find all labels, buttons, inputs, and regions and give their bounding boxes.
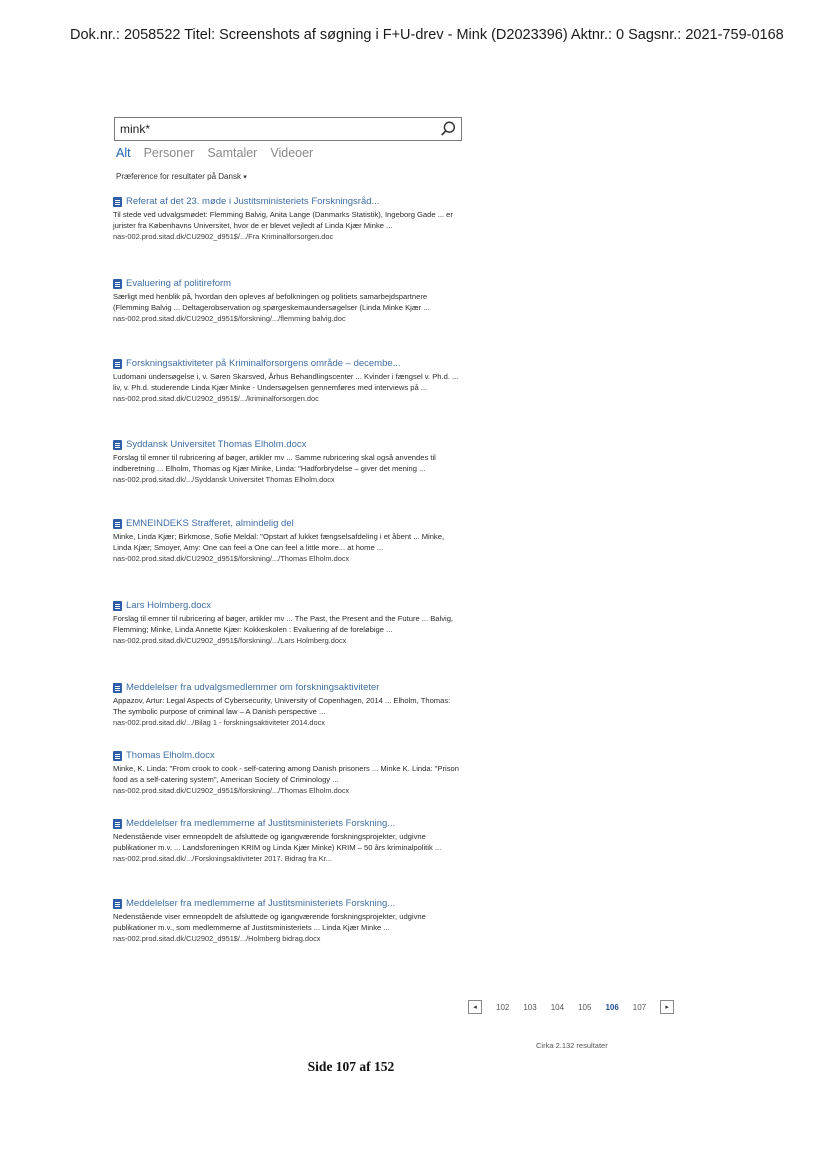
result-title-link[interactable]: Meddelelser fra medlemmerne af Justitsministeriets Forskning... — [126, 818, 396, 829]
tab-people[interactable]: Personer — [143, 146, 195, 160]
word-document-icon — [113, 751, 122, 761]
result-url: nas-002.prod.sitad.dk/CU2902_d951$/forskning/.../Lars Holmberg.docx — [113, 636, 347, 645]
search-result — [113, 682, 463, 728]
search-result — [113, 518, 463, 564]
result-title-link[interactable]: Meddelelser fra udvalgsmedlemmer om forskningsaktiviteter — [126, 682, 380, 693]
result-url: nas-002.prod.sitad.dk/CU2902_d951$/forskning/.../flemming balvig.doc — [113, 314, 346, 323]
search-tabs — [116, 146, 313, 160]
result-snippet: Ludomani undersøgelse i, v. Søren Skarsved, Århus Behandlingscenter ... Kvinder i fængsel v. Ph.d. ... liv, v. Ph.d. studerende Linda Kjær Minke - Undersøgelsen gennemføres med interviews på ... — [113, 372, 459, 392]
result-url: nas-002.prod.sitad.dk/CU2902_d951$/.../Holmberg bidrag.docx — [113, 934, 321, 943]
search-result — [113, 818, 463, 864]
pagination — [468, 1000, 674, 1014]
search-result — [113, 750, 463, 796]
result-title-link[interactable]: Thomas Elholm.docx — [126, 750, 215, 761]
word-document-icon — [113, 683, 122, 693]
page-footer: Side 107 af 152 — [307, 1059, 395, 1074]
result-url: nas-002.prod.sitad.dk/CU2902_d951$/forskning/.../Thomas Elholm.docx — [113, 554, 350, 563]
page-link[interactable]: 107 — [632, 1002, 647, 1012]
result-count: Cirka 2.132 resultater — [536, 1041, 608, 1050]
language-preference-label: Præference for resultater på Dansk — [116, 172, 241, 181]
result-snippet: Minke, K. Linda: "From crook to cook - self-catering among Danish prisoners ... Minke K. Linda: "Prison food as a self-catering system", American Society of Criminology ... — [113, 764, 459, 784]
result-snippet: Minke, Linda Kjær; Birkmose, Sofie Meldal: "Opstart af lukket fængselsafdeling i et åbent ... Minke, Linda Kjær; Smoyer, Amy: One can feel a One can feel a little more... at home ... — [113, 532, 445, 552]
next-page-button[interactable]: ▸ — [660, 1000, 674, 1014]
document-header: Dok.nr.: 2058522 Titel: Screenshots af søgning i F+U-drev - Mink (D2023396) Aktnr.: 0 Sagsnr.: 2021-759-0168 — [70, 27, 784, 43]
search-result — [113, 358, 463, 404]
search-result — [113, 278, 463, 324]
result-snippet: Forslag til emner til rubricering af bøger, artikler mv ... The Past, the Present and the Future ... Balvig, Flemming; Minke, Linda Annette Kjær: Kokkeskolen : Evaluering af de foreløbige ... — [113, 614, 454, 634]
result-title-link[interactable]: Forskningsaktiviteter på Kriminalforsorgens område – decembe... — [126, 358, 401, 369]
result-snippet: Nedenstående viser emneopdelt de afsluttede og igangværende forskningsprojekter, udgivne publikationer m.v., som medlemmerne af Justitsministeriets ... Linda Kjær Minke ... — [113, 912, 426, 932]
search-icon[interactable] — [439, 120, 457, 138]
search-result — [113, 898, 463, 944]
word-document-icon — [113, 819, 122, 829]
result-url: nas-002.prod.sitad.dk/CU2902_d951$/.../Fra Kriminalforsorgen.doc — [113, 232, 334, 241]
word-document-icon — [113, 601, 122, 611]
chevron-down-icon: ▾ — [243, 174, 247, 181]
word-document-icon — [113, 440, 122, 450]
search-result — [113, 600, 463, 646]
result-snippet: Særligt med henblik på, hvordan den opleves af befolkningen og politiets samarbejdspartnere (Flemming Balvig ... Deltagerobservation og spørgeskemaundersøgelser (Linda Minke Kjær ... — [113, 292, 430, 312]
result-snippet: Appazov, Artur: Legal Aspects of Cybersecurity, University of Copenhagen, 2014 ... Elholm, Thomas: The symbolic purpose of criminal law – A Danish perspective ... — [113, 696, 451, 716]
page-link[interactable]: 102 — [496, 1002, 510, 1012]
result-snippet: Nedenstående viser emneopdelt de afsluttede og igangværende forskningsprojekter, udgivne publikationer m.v. ... Landsforeningen KRIM og Linda Kjær Minke) KRIM – 50 års kriminalpolitik ... — [113, 832, 442, 852]
current-page: 106 — [605, 1002, 619, 1012]
word-document-icon — [113, 279, 122, 289]
result-title-link[interactable]: Syddansk Universitet Thomas Elholm.docx — [126, 439, 307, 450]
language-preference[interactable] — [116, 172, 247, 181]
result-title-link[interactable]: EMNEINDEKS Strafferet, almindelig del — [126, 518, 294, 529]
result-title-link[interactable]: Meddelelser fra medlemmerne af Justitsministeriets Forskning... — [126, 898, 396, 909]
result-url: nas-002.prod.sitad.dk/.../Bilag 1 - forskningsaktiviteter 2014.docx — [113, 718, 325, 727]
tab-videos[interactable]: Videoer — [270, 146, 314, 160]
search-input[interactable] — [120, 121, 430, 137]
page-link[interactable]: 104 — [550, 1002, 565, 1012]
page-link[interactable]: 103 — [523, 1002, 537, 1012]
word-document-icon — [113, 519, 122, 529]
tab-conversations[interactable]: Samtaler — [207, 146, 258, 160]
result-snippet: Til stede ved udvalgsmødet: Flemming Balvig, Anita Lange (Danmarks Statistik), Ingeborg Gade ... er jurister fra Københavns Universitet, hvor de er blevet vejledt af Linda Kjær Minke ... — [113, 210, 453, 230]
page-link[interactable]: 105 — [578, 1002, 592, 1012]
result-snippet: Forslag til emner til rubricering af bøger, artikler mv ... Samme rubricering skal også anvendes til indberetning ... Elholm, Thomas og Kjær Minke, Linda: "Hadforbrydelse – giver det mening ... — [113, 453, 436, 473]
result-url: nas-002.prod.sitad.dk/CU2902_d951$/forskning/.../Thomas Elholm.docx — [113, 786, 350, 795]
result-url: nas-002.prod.sitad.dk/.../Forskningsaktiviteter 2017. Bidrag fra Kr... — [113, 854, 332, 863]
search-result — [113, 196, 463, 242]
result-title-link[interactable]: Referat af det 23. møde i Justitsministeriets Forskningsråd... — [126, 196, 380, 207]
result-title-link[interactable]: Evaluering af politireform — [126, 278, 232, 289]
previous-page-button[interactable]: ◂ — [468, 1000, 482, 1014]
result-url: nas-002.prod.sitad.dk/.../Syddansk Universitet Thomas Elholm.docx — [113, 475, 335, 484]
result-title-link[interactable]: Lars Holmberg.docx — [126, 600, 212, 611]
word-document-icon — [113, 359, 122, 369]
search-box[interactable] — [114, 117, 462, 141]
word-document-icon — [113, 197, 122, 207]
search-result — [113, 439, 463, 485]
tab-all[interactable]: Alt — [116, 146, 131, 160]
result-url: nas-002.prod.sitad.dk/CU2902_d951$/.../kriminalforsorgen.doc — [113, 394, 319, 403]
word-document-icon — [113, 899, 122, 909]
